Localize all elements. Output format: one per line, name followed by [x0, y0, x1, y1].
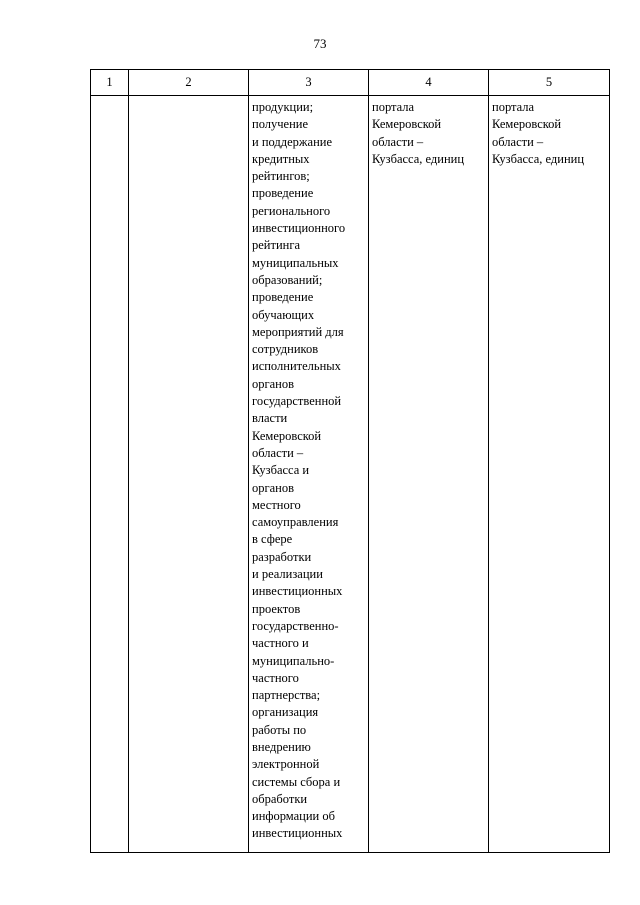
data-table	[90, 69, 610, 853]
cell-line: и поддержание	[252, 134, 333, 149]
cell-line: Кемеровской	[252, 428, 322, 443]
cell-line: местного	[252, 497, 301, 512]
cell-col2	[129, 96, 249, 853]
cell-line: частного и	[252, 636, 309, 651]
cell-line: частного	[252, 670, 299, 685]
cell-col5	[489, 96, 610, 853]
cell-line: партнерства;	[252, 688, 321, 703]
cell-line: информации об	[252, 809, 335, 824]
cell-line: мероприятий для	[252, 324, 344, 339]
cell-line: области –	[372, 134, 424, 149]
cell-line: в сфере	[252, 532, 293, 547]
cell-line: обучающих	[252, 307, 315, 322]
cell-line: получение	[252, 117, 309, 132]
cell-col3	[249, 96, 369, 853]
cell-line: органов	[252, 376, 295, 391]
cell-line: разработки	[252, 549, 312, 564]
cell-line: продукции;	[252, 100, 314, 114]
cell-line: области –	[492, 134, 544, 149]
cell-line: образований;	[252, 272, 323, 287]
cell-line: муниципальных	[252, 255, 339, 270]
cell-line: проведение	[252, 290, 314, 305]
cell-line: инвестиционных	[252, 826, 343, 841]
cell-col1	[91, 96, 129, 853]
cell-line: портала	[492, 100, 535, 114]
cell-line: муниципально-	[252, 653, 335, 668]
cell-line: проектов	[252, 601, 301, 616]
cell-line: Кемеровской	[492, 117, 562, 132]
cell-line: портала	[372, 100, 415, 114]
column-header-5: 5	[489, 70, 610, 96]
cell-line: исполнительных	[252, 359, 341, 374]
cell-line: Кузбасса, единиц	[492, 151, 585, 166]
column-header-2: 2	[129, 70, 249, 96]
page-number: 73	[313, 36, 327, 51]
cell-line: государственной	[252, 394, 342, 409]
cell-line: Кузбасса, единиц	[372, 151, 465, 166]
cell-line: проведение	[252, 186, 314, 201]
cell-line: электронной	[252, 757, 320, 772]
cell-line: организация	[252, 705, 319, 720]
cell-line: регионального	[252, 203, 331, 218]
cell-line: внедрению	[252, 739, 311, 754]
cell-line: инвестиционного	[252, 221, 346, 236]
cell-line: власти	[252, 411, 288, 426]
cell-line: органов	[252, 480, 295, 495]
cell-col4	[369, 96, 489, 853]
cell-line: инвестиционных	[252, 584, 343, 599]
cell-line: и реализации	[252, 567, 323, 582]
cell-line: работы по	[252, 722, 307, 737]
cell-line: рейтингов;	[252, 169, 310, 184]
column-header-1: 1	[91, 70, 129, 96]
cell-line: обработки	[252, 791, 308, 806]
column-header-3: 3	[249, 70, 369, 96]
table-row	[91, 96, 610, 853]
column-header-4: 4	[369, 70, 489, 96]
cell-line: Кемеровской	[372, 117, 442, 132]
cell-line: рейтинга	[252, 238, 301, 253]
cell-line: системы сбора и	[252, 774, 341, 789]
cell-line: государственно-	[252, 618, 339, 633]
cell-line: кредитных	[252, 151, 310, 166]
cell-line: области –	[252, 445, 304, 460]
cell-line: сотрудников	[252, 342, 319, 357]
cell-line: самоуправления	[252, 515, 339, 530]
cell-line: Кузбасса и	[252, 463, 310, 478]
header-row	[91, 70, 610, 96]
